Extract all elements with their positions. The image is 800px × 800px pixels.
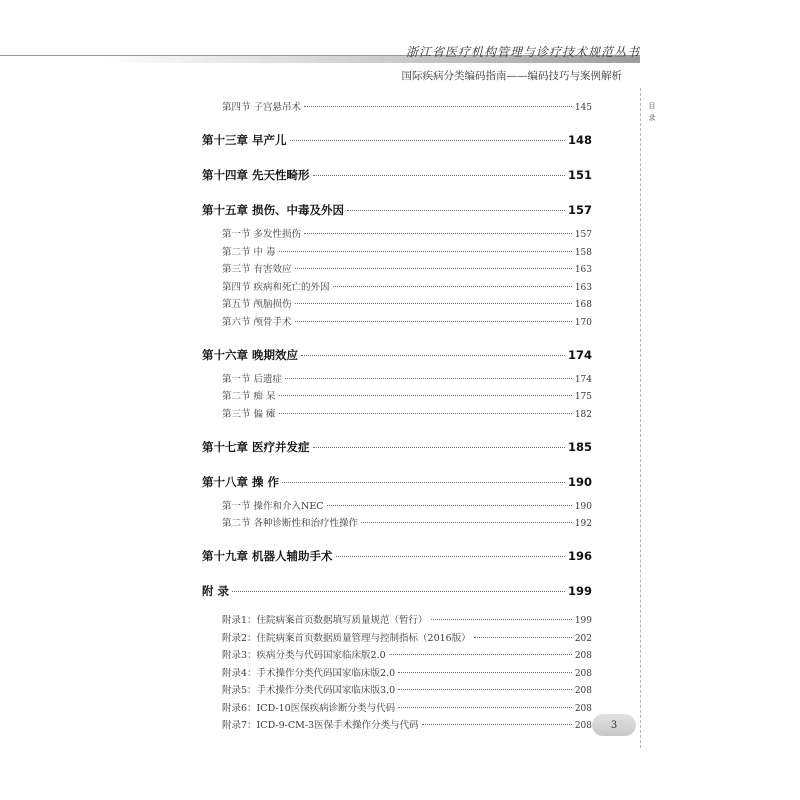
- dot-leader: [295, 303, 572, 304]
- dot-leader: [304, 233, 572, 234]
- dot-leader: [279, 251, 572, 252]
- toc-page-number: 190: [574, 501, 592, 512]
- toc-chapter-row: [202, 439, 592, 455]
- toc-chapter-row: [202, 548, 592, 564]
- dot-leader: [279, 413, 572, 414]
- toc-page-number: 190: [567, 474, 592, 489]
- toc-section-row: [202, 371, 592, 385]
- toc-entry-title: 附录3：疾病分类与代码国家临床版2.0: [222, 650, 386, 661]
- toc-page-number: 170: [574, 317, 592, 328]
- dot-leader: [313, 175, 565, 176]
- toc-entry-title: 第一节 多发性损伤: [222, 229, 302, 240]
- toc-section-row: [202, 226, 592, 240]
- side-dashed-rule: [640, 88, 641, 748]
- dot-leader: [398, 689, 572, 690]
- toc-page-number: 185: [567, 439, 592, 454]
- toc-chapter-row: [202, 202, 592, 218]
- toc-chapter-row: [202, 474, 592, 490]
- toc-section-row: [202, 99, 592, 113]
- dot-leader: [336, 556, 565, 557]
- page-number-badge: [592, 714, 636, 736]
- toc-entry-title: 第四节 子宫悬吊术: [222, 102, 302, 113]
- toc-section-row: [202, 244, 592, 258]
- toc-entry-title: 第三节 有害效应: [222, 264, 292, 275]
- toc-entry-title: 第十八章 操 作: [202, 474, 280, 489]
- toc-entry-title: 第六节 颅骨手术: [222, 316, 292, 328]
- toc-entry-title: 第十七章 医疗并发症: [202, 439, 310, 454]
- toc-page-number: 202: [574, 633, 592, 644]
- toc-section-row: [202, 388, 592, 402]
- dot-leader: [431, 619, 572, 620]
- toc-page-number: 208: [574, 668, 592, 679]
- toc-page-number: 208: [574, 686, 592, 696]
- toc-chapter-row: [202, 167, 592, 183]
- toc-section-row: [202, 498, 592, 512]
- dot-leader: [327, 505, 572, 506]
- book-subtitle: 国际疾病分类编码指南——编码技巧与案例解析: [401, 70, 622, 82]
- dot-leader: [285, 378, 572, 379]
- toc-entry-title: 第十六章 晚期效应: [202, 347, 299, 362]
- toc-chapter-row: [202, 583, 592, 599]
- dot-leader: [304, 106, 572, 107]
- dot-leader: [301, 355, 565, 356]
- toc-entry-title: 附录7：ICD-9-CM-3医保手术操作分类与代码: [222, 720, 419, 731]
- dot-leader: [347, 210, 565, 211]
- toc-appendix-row: [202, 647, 592, 661]
- dot-leader: [422, 724, 572, 725]
- toc-entry-title: 附录5：手术操作分类代码国家临床版3.0: [222, 685, 396, 696]
- dot-leader: [474, 637, 572, 638]
- toc-entry-title: 第五节 颅脑损伤: [222, 299, 292, 310]
- toc-entry-title: 附录4：手术操作分类代码国家临床版2.0: [222, 667, 396, 679]
- toc-entry-title: 第十五章 损伤、中毒及外因: [202, 203, 345, 217]
- series-title: 浙江省医疗机构管理与诊疗技术规范丛书: [405, 45, 640, 59]
- toc-page-number: 175: [574, 392, 592, 402]
- toc-appendix-row: [202, 682, 592, 696]
- toc-entry-title: 第十四章 先天性畸形: [202, 168, 310, 182]
- toc-entry-title: 附录6：ICD-10医保疾病诊断分类与代码: [222, 702, 396, 714]
- toc-entry-title: 第二节 各种诊断性和治疗性操作: [222, 518, 359, 529]
- toc-page-number: 182: [574, 409, 592, 420]
- toc-entry-title: 附录1：住院病案首页数据填写质量规范（暂行）: [222, 615, 428, 626]
- toc-page-number: 168: [574, 300, 592, 310]
- toc-page-number: 208: [574, 703, 592, 714]
- toc-page-number: 199: [567, 584, 592, 598]
- toc-entry-title: 附录2：住院病案首页数据质量管理与控制指标（2016版）: [222, 632, 471, 644]
- side-label: 目 录: [648, 102, 656, 122]
- toc-section-row: [202, 406, 592, 420]
- table-of-contents: [202, 99, 592, 731]
- toc-page-number: 174: [567, 347, 592, 362]
- toc-page-number: 208: [574, 651, 592, 661]
- dot-leader: [333, 286, 572, 287]
- dot-leader: [295, 268, 572, 269]
- toc-entry-title: 第十三章 早产儿: [202, 133, 287, 147]
- toc-appendix-row: [202, 612, 592, 626]
- dot-leader: [279, 395, 572, 396]
- dot-leader: [389, 654, 572, 655]
- dot-leader: [282, 482, 565, 483]
- toc-page-number: 199: [574, 616, 592, 626]
- toc-entry-title: 第四节 疾病和死亡的外因: [222, 281, 330, 293]
- toc-appendix-row: [202, 630, 592, 644]
- toc-section-row: [202, 515, 592, 529]
- toc-page-number: 174: [574, 374, 592, 385]
- toc-entry-title: 第二节 中 毒: [222, 246, 276, 258]
- toc-page-number: 151: [567, 168, 592, 182]
- toc-entry-title: 附 录: [202, 584, 230, 598]
- toc-page-number: 208: [574, 721, 592, 731]
- toc-section-row: [202, 314, 592, 328]
- dot-leader: [290, 140, 565, 141]
- dot-leader: [361, 522, 572, 523]
- dot-leader: [232, 591, 565, 592]
- dot-leader: [313, 447, 565, 448]
- dot-leader: [398, 707, 572, 708]
- toc-page-number: 148: [567, 133, 592, 147]
- toc-page-number: 145: [574, 103, 592, 113]
- toc-section-row: [202, 296, 592, 310]
- toc-section-row: [202, 279, 592, 293]
- toc-page-number: 163: [574, 265, 592, 275]
- toc-page-number: 158: [574, 247, 592, 258]
- toc-appendix-row: [202, 717, 592, 731]
- toc-section-row: [202, 261, 592, 275]
- toc-page-number: 196: [567, 549, 592, 563]
- toc-page-number: 192: [574, 519, 592, 529]
- toc-page-number: 163: [574, 282, 592, 293]
- page-number: 3: [610, 719, 618, 731]
- toc-page-number: 157: [574, 230, 592, 240]
- toc-page-number: 157: [567, 203, 592, 217]
- toc-chapter-row: [202, 132, 592, 148]
- toc-entry-title: 第一节 后遗症: [222, 373, 283, 385]
- toc-entry-title: 第一节 操作和介入NEC: [222, 500, 324, 512]
- dot-leader: [295, 321, 572, 322]
- toc-appendix-row: [202, 665, 592, 679]
- toc-entry-title: 第十九章 机器人辅助手术: [202, 549, 333, 563]
- toc-entry-title: 第二节 痴 呆: [222, 391, 276, 402]
- dot-leader: [398, 672, 572, 673]
- toc-entry-title: 第三节 偏 瘫: [222, 408, 276, 420]
- toc-appendix-row: [202, 700, 592, 714]
- toc-chapter-row: [202, 347, 592, 363]
